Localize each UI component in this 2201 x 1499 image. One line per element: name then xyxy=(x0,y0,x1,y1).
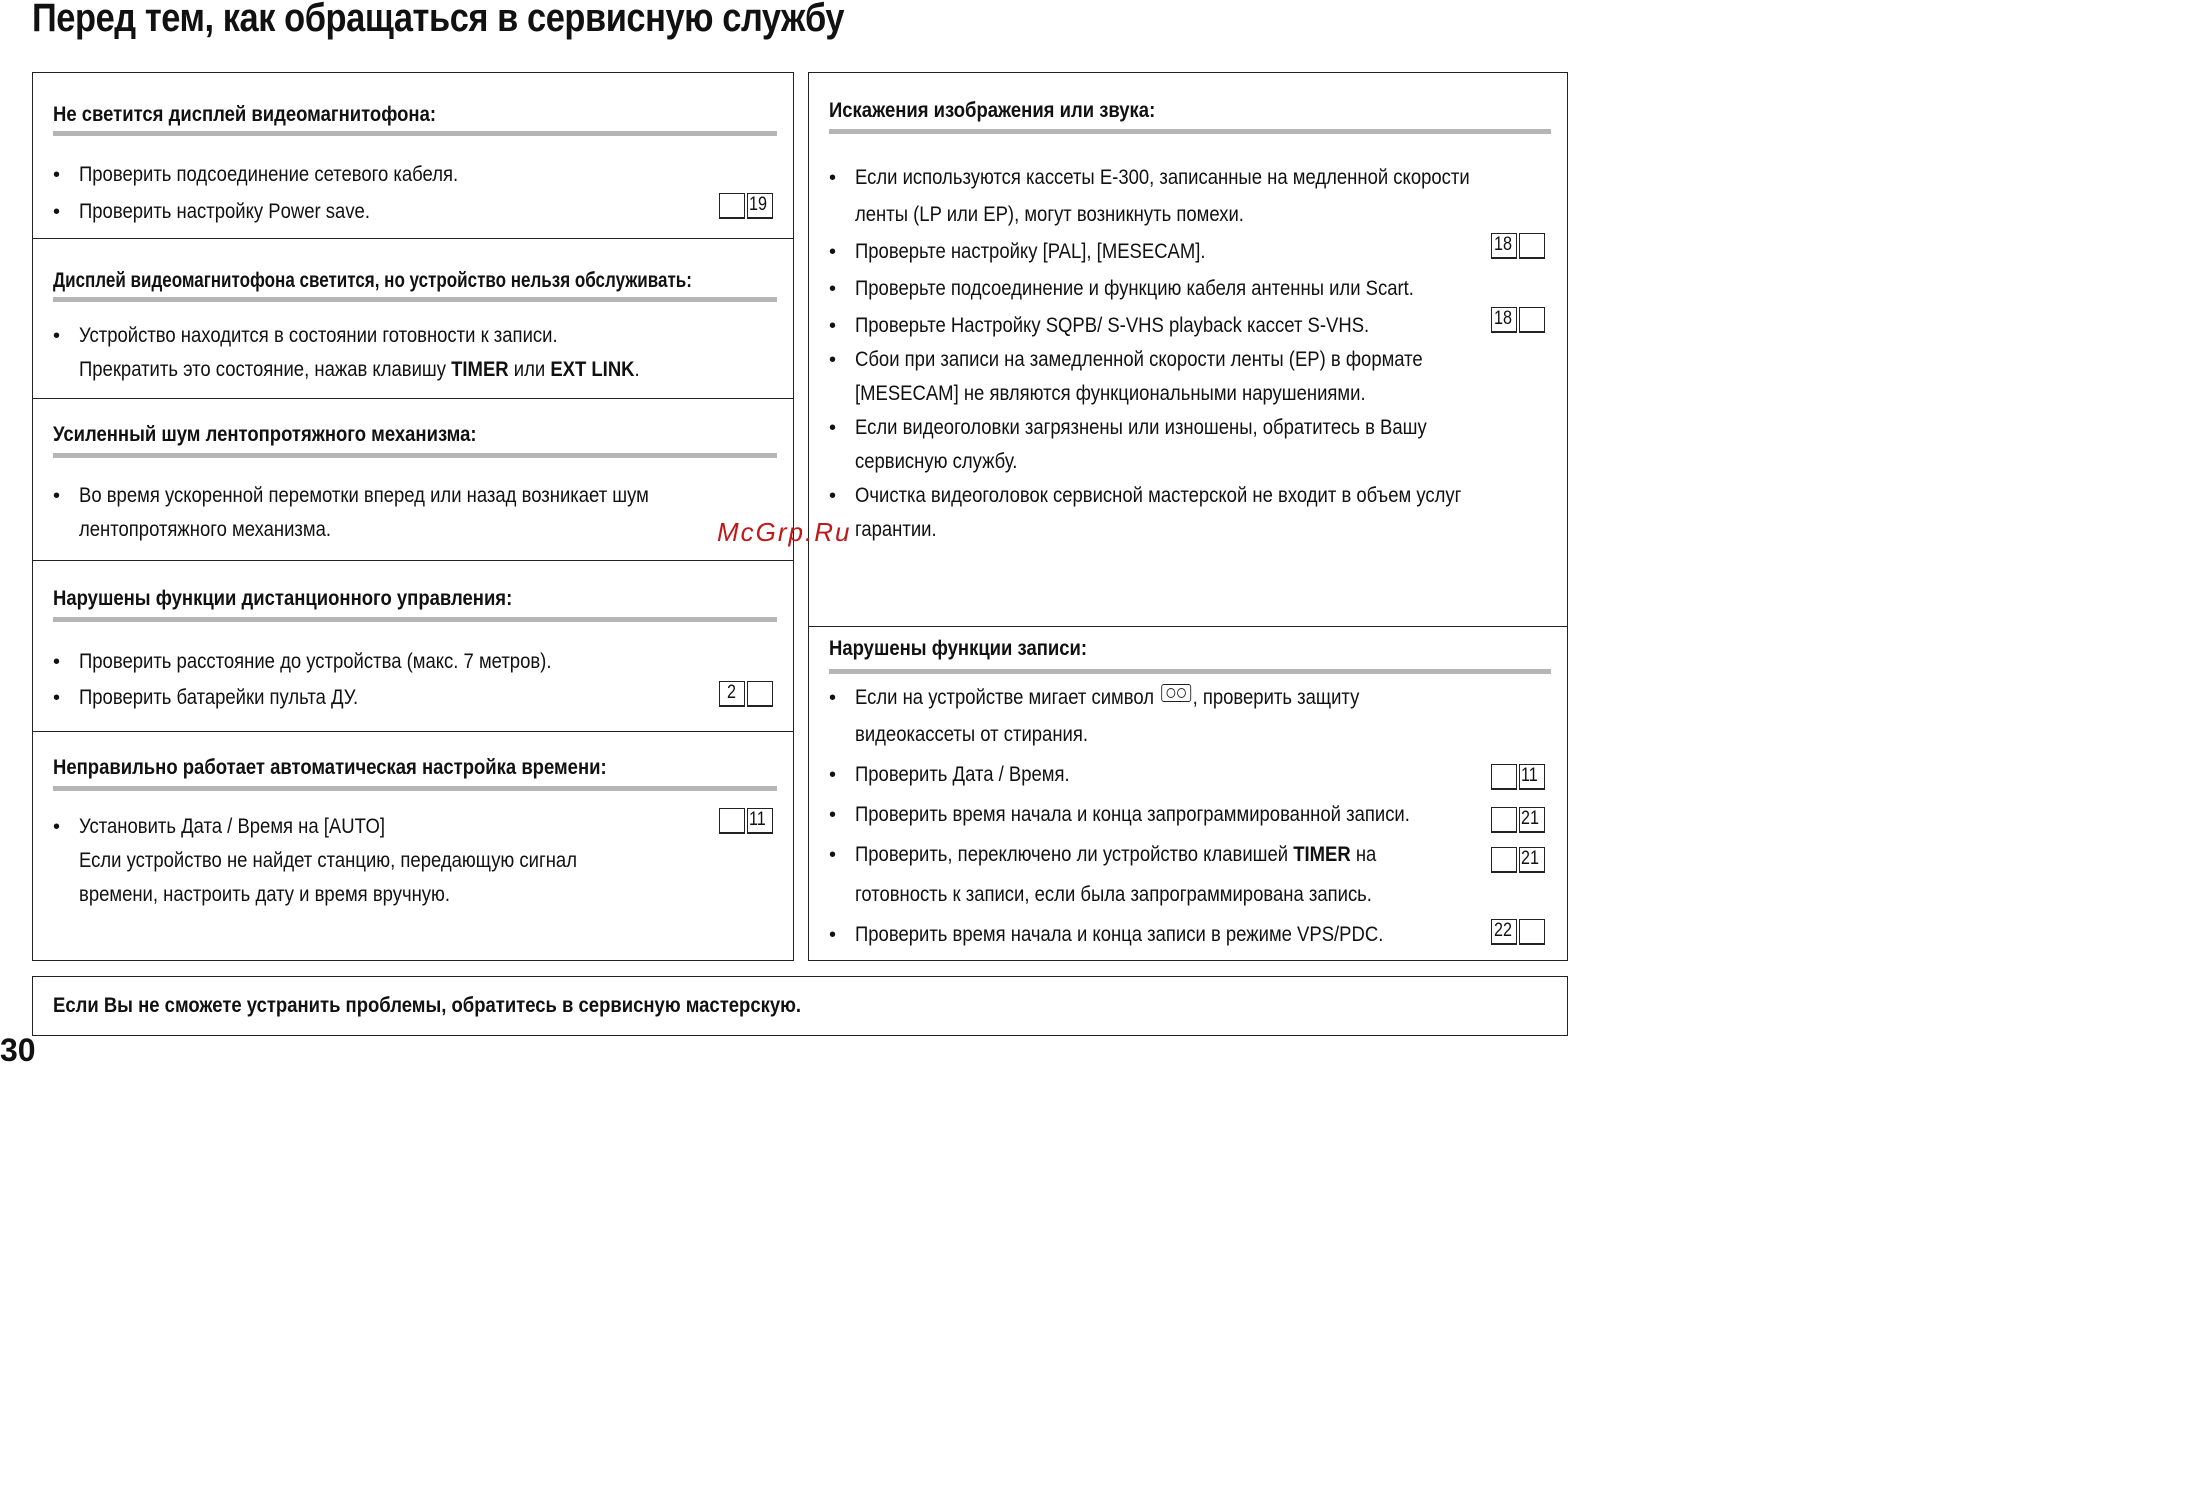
book-icon: 2 xyxy=(719,681,775,709)
section-title: Искажения изображения или звука: xyxy=(829,99,1156,122)
book-icon: 11 xyxy=(1491,764,1547,792)
book-icon: 11 xyxy=(719,808,775,836)
section-picture-sound-distortion: Искажения изображения или звука: • Если используются кассеты E-300, записанные на медленной скорости ленты (LP или EP), могут возникнуть помехи. • Проверьте настройку [PAL], [MESECAM]. 18 • Проверьте подсоединение и функцию кабеля антенны или Scart. • Проверьте Настройку SQPB/ S-VHS playback кассет S-VHS. 18 • Сбои при записи на замедленной скорости ленты (EP) в формате [MESECAM] не являются функциональными нарушениями. • Если видеоголовки загрязнены или изношены, обратитесь в Вашу сервисную службу. • Очистка видеоголовок сервисной мастерской не входит в объем услуг гарантии. xyxy=(809,73,1567,626)
section-display-off: Не светится дисплей видеомагнитофона: • Проверить подсоединение сетевого кабеля. • Проверить настройку Power save. 19 xyxy=(33,73,793,238)
section-rule xyxy=(53,453,777,458)
section-title: Нарушены функции записи: xyxy=(829,637,1088,660)
watermark: McGrp.Ru xyxy=(717,517,852,547)
section-rule xyxy=(53,131,777,136)
book-icon: 18 xyxy=(1491,233,1547,261)
section-title: Не светится дисплей видеомагнитофона: xyxy=(53,103,437,126)
section-remote-control: Нарушены функции дистанционного управления: • Проверить расстояние до устройства (макс. 7 метров). • Проверить батарейки пульта ДУ. 2 xyxy=(33,560,793,731)
book-icon: 21 xyxy=(1491,807,1547,835)
section-title: Неправильно работает автоматическая настройка времени: xyxy=(53,756,607,779)
section-title: Дисплей видеомагнитофона светится, но устройство нельзя обслуживать: xyxy=(53,269,692,292)
section-rule xyxy=(53,786,777,791)
cassette-icon xyxy=(1161,684,1191,702)
footer-text: Если Вы не сможете устранить проблемы, обратитесь в сервисную мастерскую. xyxy=(53,994,802,1017)
book-icon: 21 xyxy=(1491,847,1547,875)
section-rule xyxy=(829,129,1551,134)
section-rule xyxy=(53,617,777,622)
section-tape-noise: Усиленный шум лентопротяжного механизма: • Во время ускоренной перемотки вперед или назад возникает шум лентопротяжного механизма. xyxy=(33,398,793,560)
book-icon: 18 xyxy=(1491,307,1547,335)
page-number: 30 xyxy=(0,1032,36,1068)
section-auto-clock: Неправильно работает автоматическая настройка времени: • Установить Дата / Время на [AUTO] 11 Если устройство не найдет станцию, передающую сигнал времени, настроить дату и время вручную. xyxy=(33,731,793,960)
section-recording-failure: Нарушены функции записи: • Если на устройстве мигает символ , проверить защиту видеокассеты от стирания. • Проверить Дата / Время. 11 • Проверить время начала и конца запрограммированной записи. 21 • Проверить, переключено ли устройство клавишей TIMER на 21 готовность к записи, если была запрограммирована запись. • Проверить время начала и конца записи в режиме VPS/PDC. 22 xyxy=(809,626,1567,960)
section-title: Усиленный шум лентопротяжного механизма: xyxy=(53,423,477,446)
book-icon: 19 xyxy=(719,193,775,221)
left-column xyxy=(32,72,794,961)
right-column xyxy=(808,72,1568,961)
section-rule xyxy=(829,669,1551,674)
section-display-on-no-service: Дисплей видеомагнитофона светится, но устройство нельзя обслуживать: • Устройство находится в состоянии готовности к записи. Прекратить это состояние, нажав клавишу TIMER или EXT LINK. xyxy=(33,238,793,398)
footer-note xyxy=(32,976,1568,1036)
book-icon: 22 xyxy=(1491,919,1547,947)
section-rule xyxy=(53,297,777,302)
page-title: Перед тем, как обращаться в сервисную службу xyxy=(32,0,845,40)
section-title: Нарушены функции дистанционного управления: xyxy=(53,587,513,610)
